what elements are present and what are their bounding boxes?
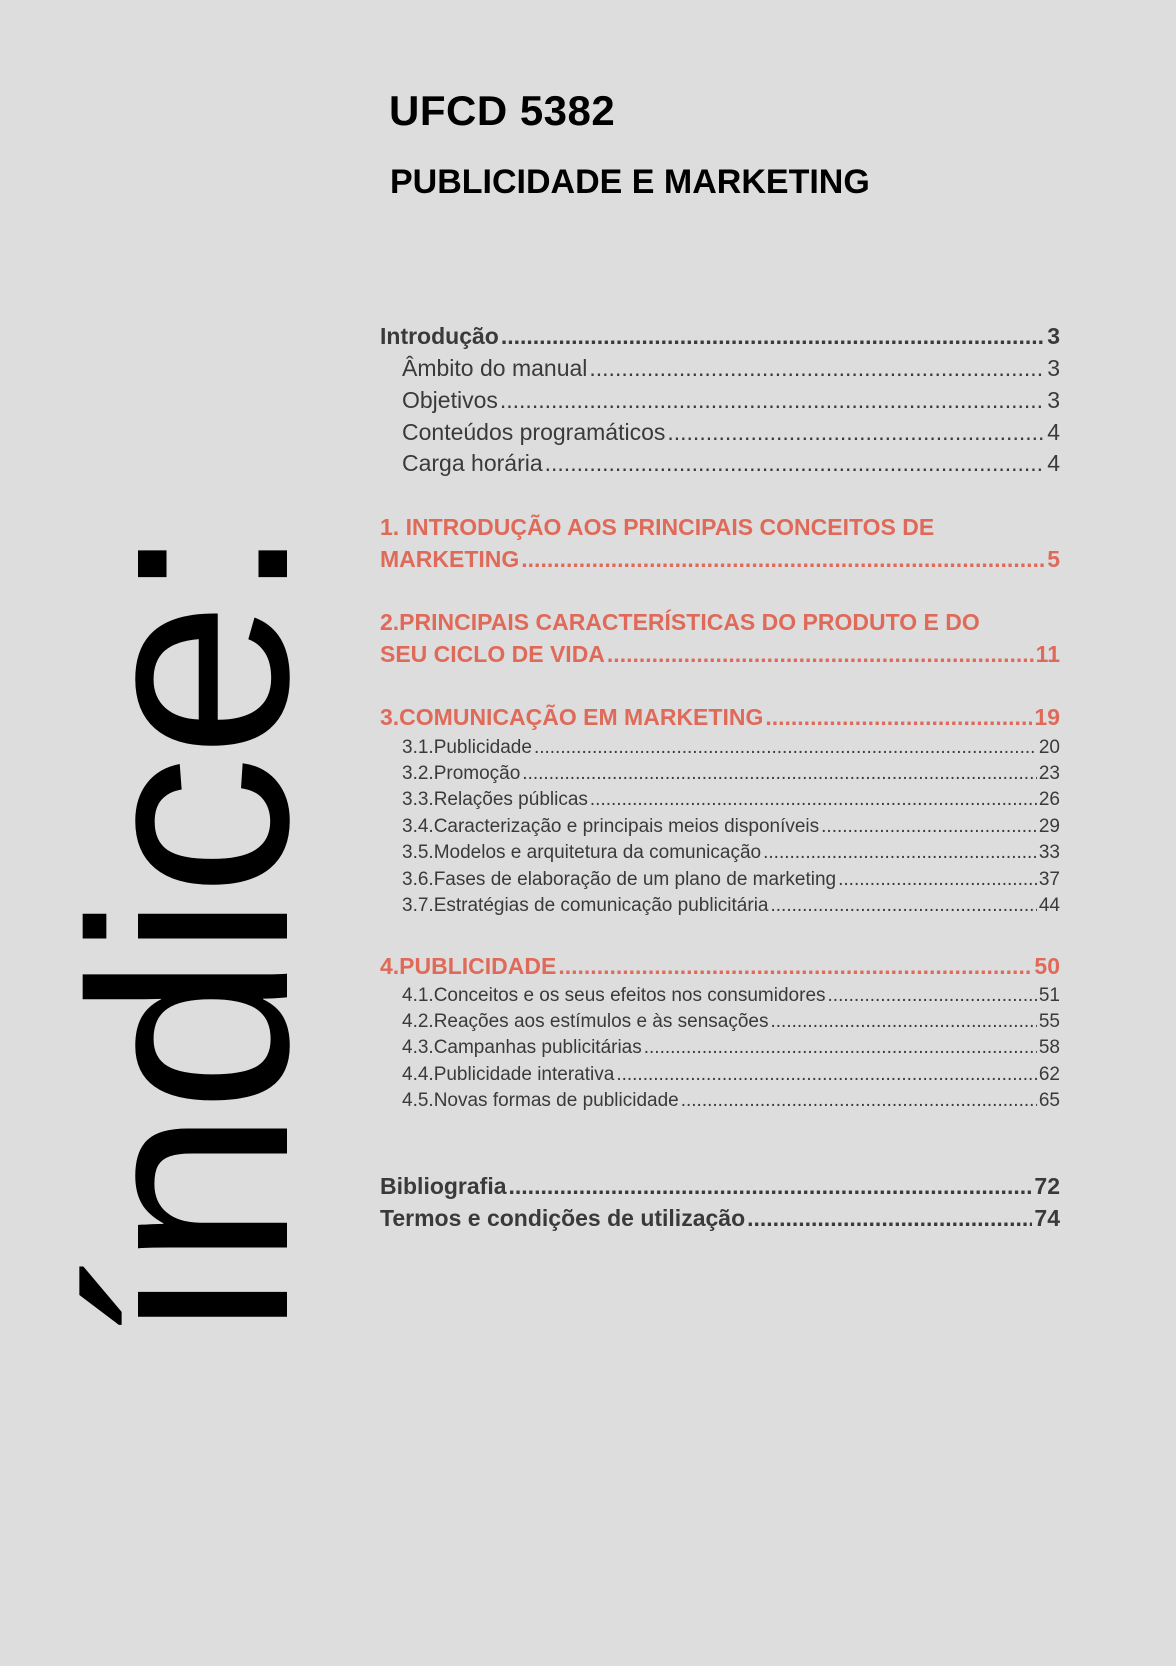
toc-label: 3.2.Promoção	[402, 763, 521, 784]
toc-page: 11	[1035, 641, 1060, 667]
toc-label: Objetivos	[402, 387, 498, 413]
toc-entry[interactable]	[380, 869, 1060, 891]
toc-label: Bibliografia	[380, 1173, 507, 1199]
toc-label: Termos e condições de utilização	[380, 1205, 746, 1231]
toc-label: 4.3.Campanhas publicitárias	[402, 1037, 642, 1058]
toc-entry[interactable]	[380, 789, 1060, 811]
toc-page: 62	[1038, 1064, 1060, 1085]
toc-label: 4.4.Publicidade interativa	[402, 1064, 615, 1085]
toc-page: 72	[1034, 1173, 1060, 1199]
toc-chapter-1[interactable]	[380, 546, 1060, 573]
toc-label: 4.5.Novas formas de publicidade	[402, 1090, 679, 1111]
toc-leader	[763, 842, 1037, 864]
toc-entry[interactable]	[380, 1011, 1060, 1033]
toc-entry[interactable]	[380, 1090, 1060, 1112]
toc-page: 3	[1047, 387, 1060, 413]
toc-page: 5	[1047, 546, 1060, 572]
toc-entry[interactable]	[380, 387, 1060, 414]
toc-leader	[681, 1090, 1037, 1112]
toc-page: 44	[1038, 895, 1060, 916]
toc-chapter-4[interactable]	[380, 953, 1060, 980]
toc-leader	[521, 546, 1045, 573]
index-heading: índice:	[32, 526, 347, 1344]
toc-page: 50	[1034, 953, 1060, 979]
toc-label: 4.1.Conceitos e os seus efeitos nos consumidores	[402, 985, 826, 1006]
toc-entry[interactable]	[380, 842, 1060, 864]
toc-leader	[545, 450, 1046, 477]
toc-entry[interactable]	[380, 1037, 1060, 1059]
toc-entry-termos[interactable]	[380, 1205, 1060, 1232]
toc-entry-introducao[interactable]	[380, 323, 1060, 350]
toc-entry[interactable]	[380, 985, 1060, 1007]
toc-chapter-1-line1[interactable]: 1. INTRODUÇÃO AOS PRINCIPAIS CONCEITOS DE	[380, 514, 935, 540]
toc-page: 37	[1038, 869, 1060, 890]
toc-page: 65	[1038, 1090, 1060, 1111]
toc-leader	[667, 419, 1045, 446]
toc-leader	[590, 789, 1037, 811]
toc-leader	[747, 1205, 1032, 1232]
toc-leader	[838, 869, 1037, 891]
toc-label: 4.PUBLICIDADE	[380, 953, 557, 979]
toc-label: 3.7.Estratégias de comunicação publicitária	[402, 895, 769, 916]
toc-leader	[509, 1173, 1033, 1200]
toc-page: 3	[1047, 323, 1060, 349]
toc-leader	[770, 895, 1036, 917]
toc-leader	[558, 953, 1032, 980]
toc-page: 33	[1038, 842, 1060, 863]
toc-label: MARKETING	[380, 546, 520, 572]
toc-page: 29	[1038, 816, 1060, 837]
toc-page: 3	[1047, 355, 1060, 381]
toc-label: Conteúdos programáticos	[402, 419, 666, 445]
toc-leader	[644, 1037, 1037, 1059]
toc-page: 19	[1034, 704, 1060, 730]
toc-page: 23	[1038, 763, 1060, 784]
toc-page: 74	[1034, 1205, 1060, 1231]
toc-page: 55	[1038, 1011, 1060, 1032]
toc-page: 58	[1038, 1037, 1060, 1058]
toc-entry[interactable]	[380, 1064, 1060, 1086]
toc-label: Introdução	[380, 323, 499, 349]
toc-label: SEU CICLO DE VIDA	[380, 641, 605, 667]
toc-label: 4.2.Reações aos estímulos e às sensações	[402, 1011, 769, 1032]
toc-label: 3.5.Modelos e arquitetura da comunicação	[402, 842, 762, 863]
toc-entry[interactable]	[380, 895, 1060, 917]
toc-entry[interactable]	[380, 763, 1060, 785]
toc-leader	[501, 323, 1045, 350]
toc-page: 4	[1047, 450, 1060, 476]
course-code: UFCD 5382	[389, 87, 616, 134]
toc-label: 3.1.Publicidade	[402, 737, 532, 758]
toc-entry[interactable]	[380, 419, 1060, 446]
toc-entry[interactable]	[380, 450, 1060, 477]
toc-page: 4	[1047, 419, 1060, 445]
toc-page: 26	[1038, 789, 1060, 810]
toc-leader	[500, 387, 1045, 414]
toc-label: Carga horária	[402, 450, 543, 476]
toc-label: 3.6.Fases de elaboração de um plano de marketing	[402, 869, 837, 890]
toc-label: 3.4.Caracterização e principais meios disponíveis	[402, 816, 820, 837]
toc-label: Âmbito do manual	[402, 355, 588, 381]
toc-leader	[522, 763, 1037, 785]
course-title: PUBLICIDADE E MARKETING	[390, 163, 870, 201]
toc-leader	[770, 1011, 1036, 1033]
toc-page: 51	[1038, 985, 1060, 1006]
toc-chapter-2[interactable]	[380, 641, 1060, 668]
toc-leader	[616, 1064, 1037, 1086]
toc-label: 3.3.Relações públicas	[402, 789, 588, 810]
toc-leader	[765, 704, 1032, 731]
toc-chapter-3[interactable]	[380, 704, 1060, 731]
toc-leader	[534, 737, 1037, 759]
toc-chapter-2-line1[interactable]: 2.PRINCIPAIS CARACTERÍSTICAS DO PRODUTO E DO	[380, 609, 980, 635]
toc-entry[interactable]	[380, 737, 1060, 759]
toc-entry[interactable]	[380, 816, 1060, 838]
toc-leader	[607, 641, 1034, 668]
toc-entry[interactable]	[380, 355, 1060, 382]
toc-leader	[821, 816, 1037, 838]
toc-page: 20	[1038, 737, 1060, 758]
toc-leader	[828, 985, 1037, 1007]
toc-leader	[589, 355, 1045, 382]
toc-entry-bibliografia[interactable]	[380, 1173, 1060, 1200]
toc-label: 3.COMUNICAÇÃO EM MARKETING	[380, 704, 764, 730]
